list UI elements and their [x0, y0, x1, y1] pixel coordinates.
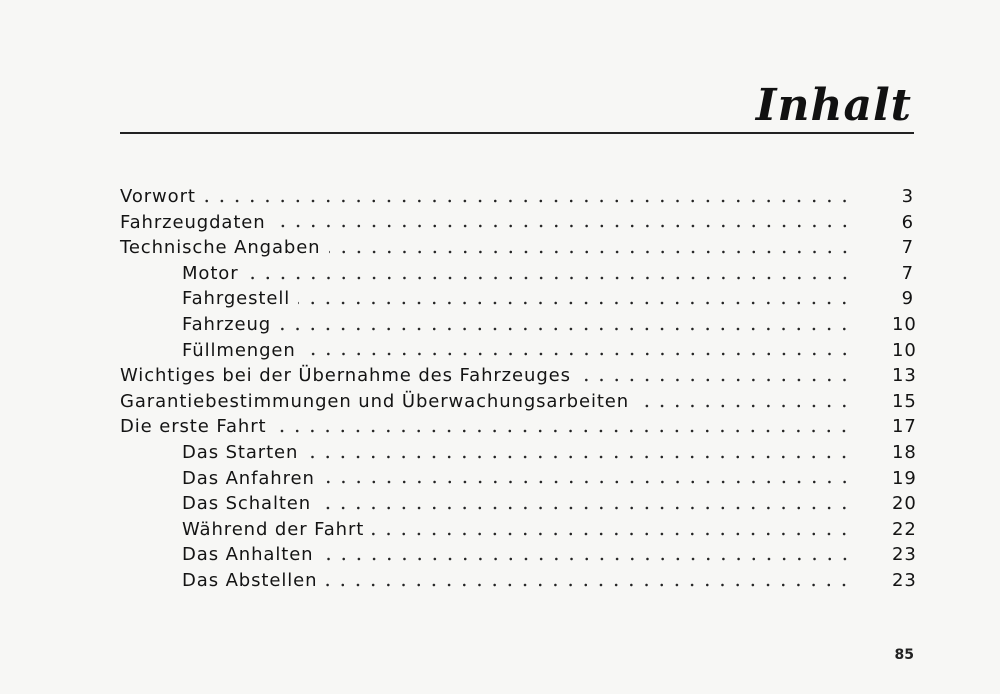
toc-entry-label: Das Anhalten	[182, 544, 314, 566]
toc-entry-page: 10	[892, 339, 917, 361]
toc-entry-page: 15	[892, 390, 917, 412]
toc-entry-page: 13	[892, 365, 917, 387]
toc-entry	[120, 491, 917, 517]
toc-entry-page: 23	[892, 544, 917, 566]
toc-entry-label: Das Anfahren	[182, 467, 315, 489]
toc-entry	[120, 568, 917, 594]
toc-leader-dots	[306, 451, 852, 463]
toc-entry-label: Fahrzeugdaten	[120, 211, 266, 233]
toc-leader-dots	[322, 553, 853, 565]
table-of-contents	[120, 184, 917, 594]
toc-entry	[120, 466, 917, 492]
toc-entry-label: Motor	[182, 262, 239, 284]
toc-entry-page: 7	[901, 262, 914, 284]
toc-leader-dots	[329, 246, 853, 258]
toc-entry-label: Das Schalten	[182, 493, 312, 515]
toc-entry-label: Fahrzeug	[182, 313, 272, 335]
toc-entry-page: 17	[892, 416, 917, 438]
toc-entry	[120, 414, 917, 440]
toc-entry	[120, 235, 914, 261]
toc-entry-label: Füllmengen	[182, 339, 296, 361]
toc-entry	[120, 389, 917, 415]
toc-entry-label: Technische Angaben	[120, 237, 321, 259]
toc-entry-label: Garantiebestimmungen und Überwachungsarbeiten	[120, 390, 630, 412]
toc-entry	[120, 261, 914, 287]
toc-entry	[120, 338, 917, 364]
toc-leader-dots	[274, 425, 852, 437]
toc-leader-dots	[372, 528, 852, 540]
toc-leader-dots	[304, 348, 852, 360]
page-number: 85	[894, 647, 914, 663]
toc-entry	[120, 286, 914, 312]
toc-leader-dots	[204, 195, 852, 207]
toc-entry	[120, 440, 917, 466]
toc-leader-dots	[279, 323, 852, 335]
toc-entry-label: Fahrgestell	[182, 288, 291, 310]
toc-entry-page: 9	[901, 288, 914, 310]
toc-entry	[120, 312, 917, 338]
page-title: Inhalt	[755, 80, 912, 131]
toc-leader-dots	[247, 272, 852, 284]
toc-leader-dots	[579, 374, 852, 386]
toc-entry-label: Wichtiges bei der Übernahme des Fahrzeuges	[120, 365, 571, 387]
toc-leader-dots	[325, 579, 852, 591]
toc-leader-dots	[274, 220, 852, 232]
toc-entry-page: 19	[892, 467, 917, 489]
toc-entry-label: Die erste Fahrt	[120, 416, 267, 438]
toc-entry	[120, 517, 917, 543]
toc-entry	[120, 210, 914, 236]
toc-entry-page: 22	[892, 518, 917, 540]
toc-entry	[120, 363, 917, 389]
toc-entry-label: Das Starten	[182, 441, 299, 463]
toc-entry-page: 10	[892, 313, 917, 335]
toc-entry-page: 18	[892, 441, 917, 463]
toc-entry-page: 23	[892, 569, 917, 591]
toc-leader-dots	[323, 476, 852, 488]
toc-entry-label: Das Abstellen	[182, 569, 318, 591]
toc-entry-page: 20	[892, 493, 917, 515]
toc-entry-label: Vorwort	[120, 186, 196, 207]
toc-leader-dots	[637, 400, 852, 412]
toc-entry-page: 6	[901, 211, 914, 233]
title-rule	[120, 132, 914, 134]
toc-entry-page: 3	[901, 186, 914, 207]
toc-entry	[120, 542, 917, 568]
toc-entry-page: 7	[901, 237, 914, 259]
toc-leader-dots	[298, 297, 852, 309]
toc-entry-label: Während der Fahrt	[182, 518, 365, 540]
toc-leader-dots	[319, 502, 852, 514]
toc-entry	[120, 184, 914, 210]
